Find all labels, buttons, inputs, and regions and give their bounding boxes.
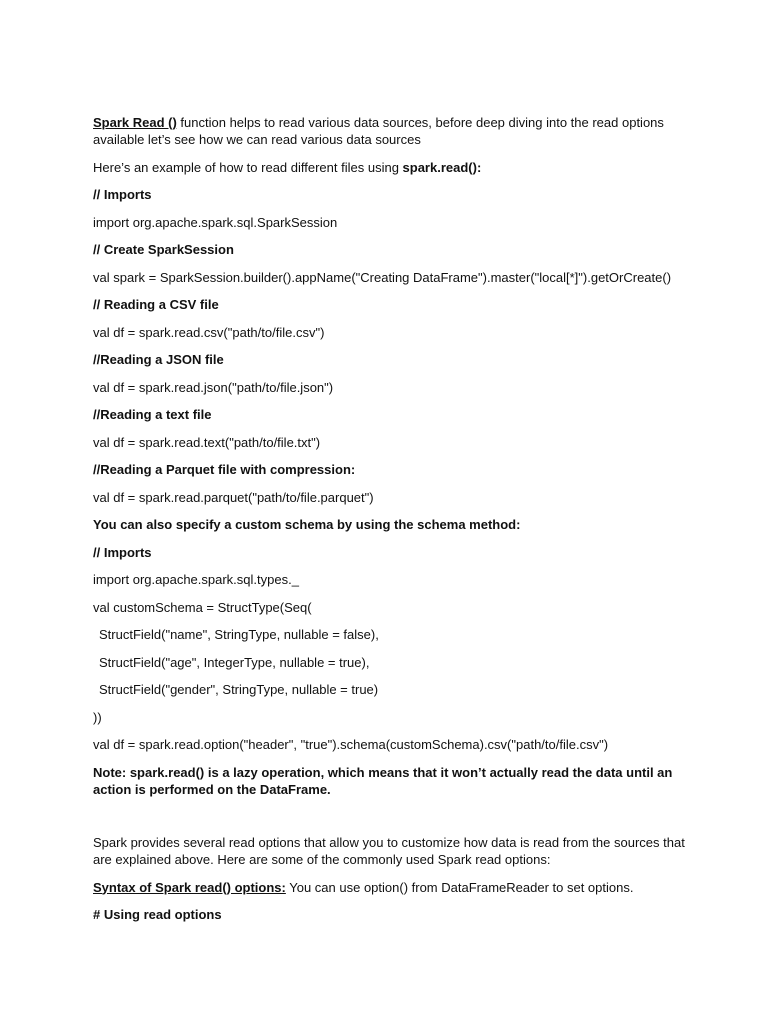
create-session-comment: // Create SparkSession (93, 242, 234, 257)
parquet-code: val df = spark.read.parquet("path/to/file.parquet") (93, 489, 374, 505)
schema-read-line: val df = spark.read.option("header", "true").schema(customSchema).csv("path/to/file.csv") (93, 737, 609, 752)
lazy-note: Note: spark.read() is a lazy operation, which means that it won’t actually read the data until an action is performed on the DataFrame. (93, 764, 676, 797)
text-code: val df = spark.read.text("path/to/file.txt") (93, 434, 321, 450)
syntax-paragraph (93, 879, 685, 896)
syntax-label: Syntax of Spark read() options: (93, 879, 286, 895)
csv-comment: // Reading a CSV file (93, 297, 219, 312)
field-gender-line: StructField("gender", StringType, nullable = true) (99, 682, 379, 697)
paragraph-spacer (93, 808, 685, 834)
json-comment: //Reading a JSON file (93, 352, 224, 367)
imports-comment: // Imports (93, 187, 152, 202)
create-session-code: val spark = SparkSession.builder().appName("Creating DataFrame").master("local[*]").getOrCreate() (93, 269, 672, 285)
spark-read-link[interactable]: Spark Read () (93, 115, 177, 130)
import-session-line: import org.apache.spark.sql.SparkSession (93, 214, 338, 230)
example-paragraph (93, 159, 685, 176)
imports-comment-2: // Imports (93, 544, 152, 560)
options-intro: Spark provides several read options that allow you to customize how data is read from the sources that are explained above. Here are some of the commonly used Spark read options: (93, 835, 689, 867)
field-age-line: StructField("age", IntegerType, nullable = true), (99, 654, 370, 670)
intro-paragraph (93, 114, 685, 148)
csv-code: val df = spark.read.csv("path/to/file.csv") (93, 324, 325, 340)
schema-start-line: val customSchema = StructType(Seq( (93, 599, 312, 615)
example-code: spark.read(): (402, 159, 482, 175)
using-read-options-comment: # Using read options (93, 907, 222, 922)
text-comment: //Reading a text file (93, 407, 212, 422)
document-body (93, 114, 689, 934)
field-name-line: StructField("name", StringType, nullable = false), (99, 627, 379, 642)
schema-end-line: )) (93, 709, 102, 725)
json-code: val df = spark.read.json("path/to/file.json") (93, 379, 334, 395)
syntax-text: You can use option() from DataFrameReader to set options. (285, 879, 634, 895)
example-text: Here’s an example of how to read different files using (93, 159, 403, 175)
schema-note: You can also specify a custom schema by using the schema method: (93, 517, 521, 532)
intro-text: function helps to read various data sources, before deep diving into the read options available let’s see how we can read various data sources (93, 115, 668, 147)
parquet-comment: //Reading a Parquet file with compression: (93, 462, 356, 477)
import-types-line: import org.apache.spark.sql.types._ (93, 572, 299, 587)
